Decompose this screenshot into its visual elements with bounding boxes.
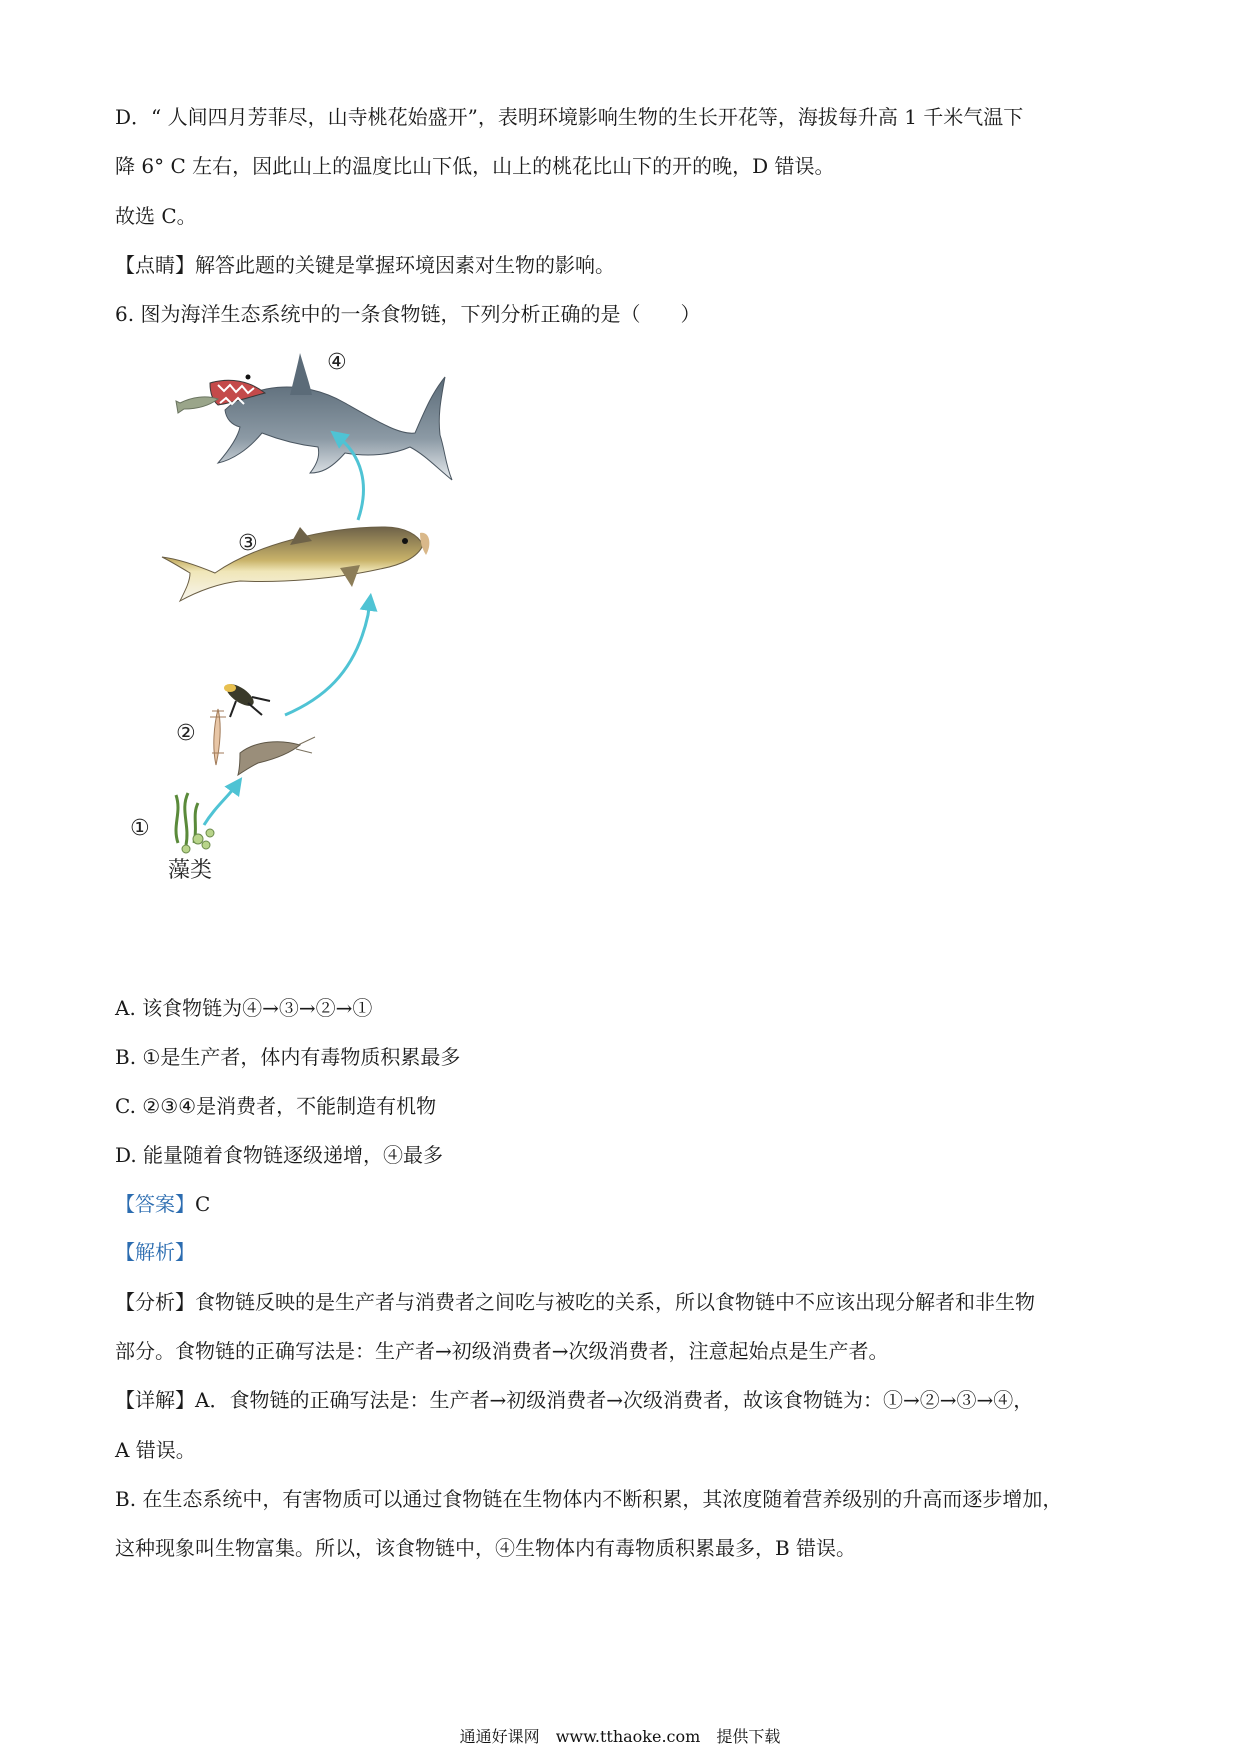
analysis-tag: 【解析】	[115, 1240, 195, 1264]
algae-label: 藻类	[168, 858, 213, 883]
answer-tag: 【答案】	[115, 1192, 195, 1216]
option-a: A. 该食物链为④→③→②→①	[115, 996, 373, 1020]
fenxi-line-1: 【分析】食物链反映的是生产者与消费者之间吃与被吃的关系，所以食物链中不应该出现分解者和非生物	[115, 1290, 1035, 1314]
label-4-badge	[327, 350, 347, 375]
xiangjie-line-1: 【详解】A．食物链的正确写法是：生产者→初级消费者→次级消费者，故该食物链为：①→②→③→④，	[115, 1388, 1034, 1412]
label-1: ①	[130, 816, 150, 841]
food-chain-figure	[130, 350, 500, 980]
footer-url[interactable]: www.tthaoke.com	[555, 1727, 701, 1746]
label-2-badge	[176, 721, 196, 746]
label-1-badge	[130, 816, 150, 841]
label-3: ③	[238, 531, 258, 556]
answer-line	[115, 1190, 210, 1218]
arrow-1-to-2	[204, 783, 238, 825]
xiangjie-line-4: 这种现象叫生物富集。所以，该食物链中，④生物体内有毒物质积累最多，B 错误。	[115, 1536, 857, 1560]
option-b: B. ①是生产者，体内有毒物质积累最多	[115, 1045, 461, 1069]
dianjing-line: 【点睛】解答此题的关键是掌握环境因素对生物的影响。	[115, 253, 615, 277]
label-2: ②	[176, 721, 196, 746]
option-d-line-2: 降 6° C 左右，因此山上的温度比山下低，山上的桃花比山下的开的晚，D 错误。	[115, 154, 835, 178]
fenxi-line-2: 部分。食物链的正确写法是：生产者→初级消费者→次级消费者，注意起始点是生产者。	[115, 1339, 889, 1363]
option-d: D. 能量随着食物链逐级递增，④最多	[115, 1143, 444, 1167]
arrow-2-to-3	[285, 600, 370, 715]
answer-value: C	[195, 1192, 211, 1216]
insect-larva-icon	[223, 680, 270, 717]
label-4: ④	[327, 350, 347, 375]
shrimp-icon	[238, 737, 315, 775]
option-c: C. ②③④是消费者，不能制造有机物	[115, 1094, 437, 1118]
shark-icon	[176, 353, 452, 480]
xiangjie-line-3: B. 在生态系统中，有害物质可以通过食物链在生物体内不断积累，其浓度随着营养级别的升高而逐步增加，	[115, 1487, 1063, 1511]
question-6: 6. 图为海洋生态系统中的一条食物链，下列分析正确的是（ ）	[115, 302, 701, 326]
xiangjie-line-2: A 错误。	[115, 1438, 196, 1462]
option-d-line-1: D．“ 人间四月芳菲尽，山寺桃花始盛开”，表明环境影响生物的生长开花等，海拔每升高 1 千米气温下	[115, 105, 1024, 129]
algae-icon	[176, 793, 214, 853]
page-footer	[0, 1727, 1240, 1747]
tuna-fish-icon	[162, 527, 429, 601]
footer-action: 提供下载	[716, 1727, 781, 1746]
label-3-badge	[238, 531, 258, 556]
choose-line: 故选 C。	[115, 204, 197, 228]
footer-site-name: 通通好课网	[459, 1727, 540, 1746]
zooplankton-icon	[210, 709, 226, 765]
